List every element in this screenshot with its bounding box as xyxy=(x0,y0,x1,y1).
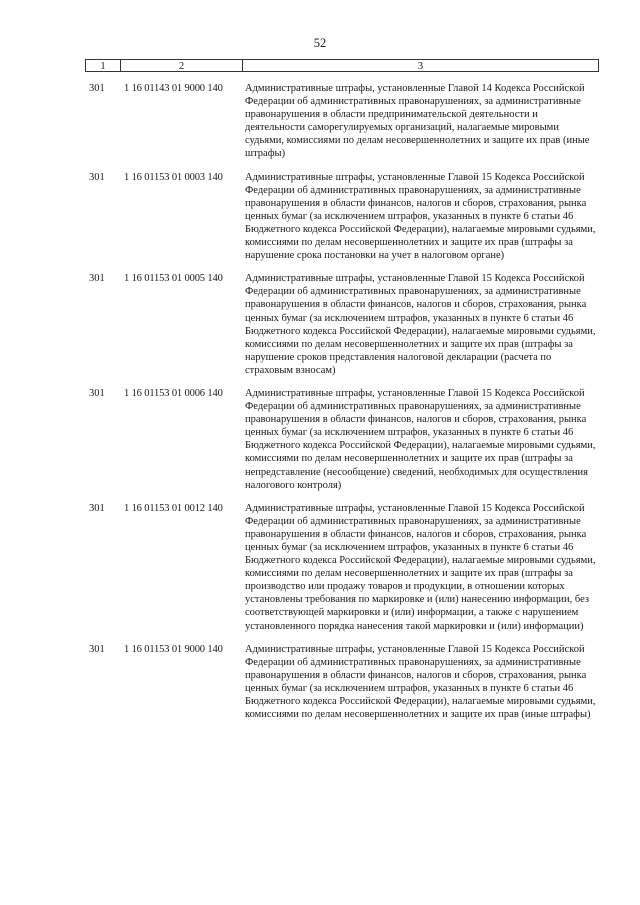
table-row xyxy=(85,272,599,377)
header-col-3: 3 xyxy=(417,61,424,72)
budget-code: 1 16 01153 01 0005 140 xyxy=(124,273,223,285)
admin-code: 301 xyxy=(89,83,105,94)
admin-code: 301 xyxy=(89,273,105,285)
table-header xyxy=(85,59,599,72)
page-number: 52 xyxy=(313,36,327,50)
budget-code: 1 16 01153 01 0012 140 xyxy=(124,502,223,514)
income-description: Административные штрафы, установленные Главой 15 Кодекса Российской Федерации об административных правонарушениях, за административные правонарушения в области финансов, налогов и сборов, страхования, рынка ценных бумаг (за исключением штрафов, указанных в пункте 6 статьи 46 Бюджетного кодекса Российской Федерации), налагаемые мировыми судьями, комиссиями по делам несовершеннолетних и защите их прав (штрафы за нарушение срока постановки на учет в налоговом органе) xyxy=(245,171,596,262)
admin-code: 301 xyxy=(89,171,105,183)
income-description: Административные штрафы, установленные Главой 15 Кодекса Российской Федерации об административных правонарушениях, за административные правонарушения в области финансов, налогов и сборов, страхования, рынка ценных бумаг (за исключением штрафов, указанных в пункте 6 статьи 46 Бюджетного кодекса Российской Федерации), налагаемые мировыми судьями, комиссиями по делам несовершеннолетних и защите их прав (штрафы за непредставление (несообщение) сведений, необходимых для осуществления налогового контроля) xyxy=(245,387,596,491)
admin-code: 301 xyxy=(89,643,105,655)
table-row xyxy=(85,643,599,722)
header-col-1: 1 xyxy=(86,60,121,71)
budget-code: 1 16 01153 01 0003 140 xyxy=(124,171,223,183)
table-row xyxy=(85,502,599,633)
budget-code: 1 16 01143 01 9000 140 xyxy=(124,83,223,94)
table-row xyxy=(85,171,599,263)
admin-code: 301 xyxy=(89,502,105,514)
codes-table xyxy=(85,59,599,721)
income-description: Административные штрафы, установленные Главой 15 Кодекса Российской Федерации об административных правонарушениях, за административные правонарушения в области финансов, налогов и сборов, страхования, рынка ценных бумаг (за исключением штрафов, указанных в пункте 6 статьи 46 Бюджетного кодекса Российской Федерации), налагаемые мировыми судьями, комиссиями по делам несовершеннолетних и защите их прав (иные штрафы) xyxy=(245,643,596,721)
table-row xyxy=(85,387,599,492)
header-col-2: 2 xyxy=(121,60,243,71)
table-row xyxy=(85,82,599,161)
budget-code: 1 16 01153 01 0006 140 xyxy=(124,387,223,399)
budget-code: 1 16 01153 01 9000 140 xyxy=(124,643,223,655)
income-description: Административные штрафы, установленные Главой 15 Кодекса Российской Федерации об административных правонарушениях, за административные правонарушения в области финансов, налогов и сборов, страхования, рынка ценных бумаг (за исключением штрафов, указанных в пункте 6 статьи 46 Бюджетного кодекса Российской Федерации), налагаемые мировыми судьями, комиссиями по делам несовершеннолетних и защите их прав (штрафы за нарушение сроков представления налоговой декларации (расчета по страховым взносам) xyxy=(245,273,596,376)
income-description: Административные штрафы, установленные Главой 15 Кодекса Российской Федерации об административных правонарушениях, за административные правонарушения в области финансов, налогов и сборов, страхования, рынка ценных бумаг (за исключением штрафов, указанных в пункте 6 статьи 46 Бюджетного кодекса Российской Федерации), налагаемые мировыми судьями, комиссиями по делам несовершеннолетних и защите их прав (штрафы за производство или продажу товаров и продукции, в отношении которых установлены требования по маркировке и (или) нанесению информации, без соответствующей маркировки и (или) информации, а также с нарушением установленного порядка нанесения такой маркировки и (или) информации) xyxy=(245,502,596,632)
admin-code: 301 xyxy=(89,387,105,399)
income-description: Административные штрафы, установленные Главой 14 Кодекса Российской Федерации об административных правонарушениях, за административные правонарушения в области предпринимательской деятельности и деятельности саморегулируемых организаций, налагаемые мировыми судьями, комиссиями по делам несовершеннолетних и защите их прав (иные штрафы) xyxy=(245,83,590,160)
